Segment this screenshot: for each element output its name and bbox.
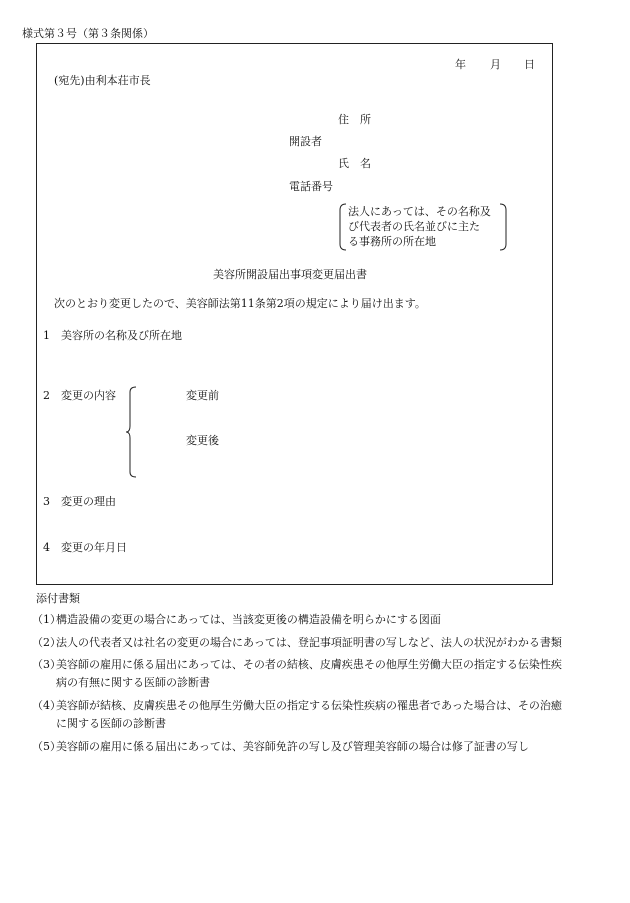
corporate-note-line1: 法人にあっては、その名称及 [348, 205, 491, 218]
change-after-label: 変更後 [186, 434, 219, 447]
attachment-item-5: （5）美容師の雇用に係る届出にあっては、美容師免許の写し及び管理美容師の場合は修了証書の写し [32, 740, 529, 753]
date-month-label: 月 [490, 58, 501, 71]
addressee: (宛先)由利本荘市長 [54, 74, 151, 87]
corporate-note-line3: る事務所の所在地 [348, 235, 436, 248]
date-day-label: 日 [524, 58, 535, 71]
address-label: 住 所 [338, 113, 371, 126]
form-number-label: 様式第３号（第３条関係） [22, 27, 154, 40]
attachment-item-2: （2）法人の代表者又は社名の変更の場合にあっては、登記事項証明書の写しなど、法人の状況がわかる書類 [32, 636, 562, 649]
opener-label: 開設者 [289, 135, 322, 148]
corporate-note-line2: び代表者の氏名並びに主た [348, 220, 480, 233]
attachments-heading: 添付書類 [36, 592, 80, 605]
attachment-item-4: （4）美容師が結核、皮膚疾患その他厚生労働大臣の指定する伝染性疾病の罹患者であった場合は、その治癒 に関する医師の診断書 [32, 699, 562, 730]
change-before-label: 変更前 [186, 389, 219, 402]
date-year-label: 年 [455, 58, 466, 71]
intro-statement: 次のとおり変更したので、美容師法第11条第2項の規定により届け出ます。 [54, 297, 426, 310]
document-title: 美容所開設届出事項変更届出書 [213, 268, 367, 281]
item-change-content: 2 変更の内容 [43, 389, 116, 402]
attachment-item-3: （3）美容師の雇用に係る届出にあっては、その者の結核、皮膚疾患その他厚生労働大臣の指定する伝染性疾 病の有無に関する医師の診断書 [32, 658, 562, 689]
phone-label: 電話番号 [289, 180, 333, 193]
item-change-date: 4 変更の年月日 [43, 541, 127, 554]
item-change-reason: 3 変更の理由 [43, 495, 116, 508]
item-name-location: 1 美容所の名称及び所在地 [43, 329, 182, 342]
attachment-item-1: （1）構造設備の変更の場合にあっては、当該変更後の構造設備を明らかにする図面 [32, 613, 441, 626]
change-content-brace [126, 386, 138, 478]
name-label: 氏 名 [338, 157, 371, 170]
